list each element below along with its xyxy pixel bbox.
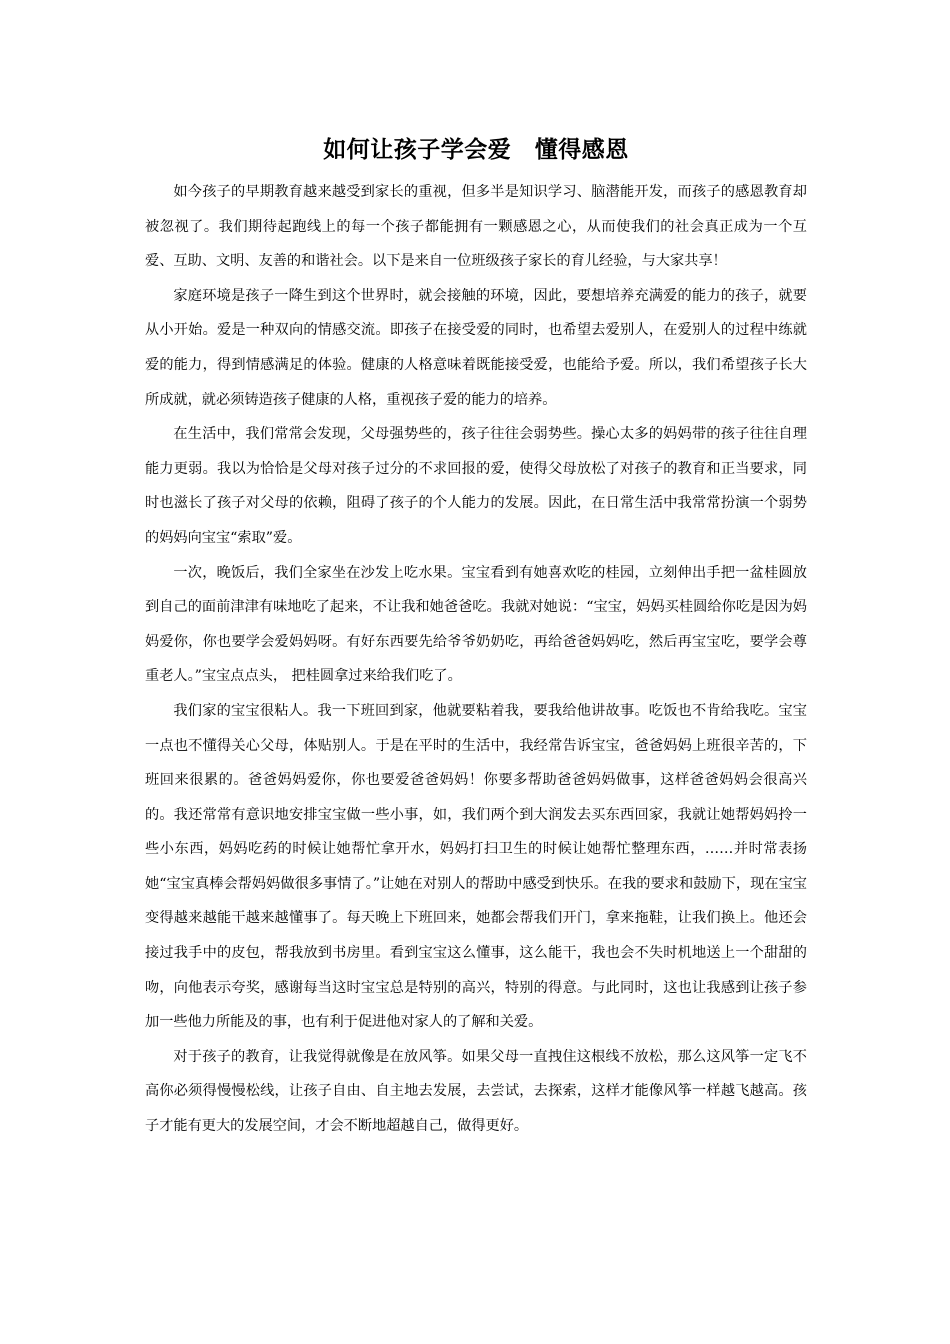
document-title: 如何让孩子学会爱 懂得感恩 xyxy=(323,137,629,163)
document-page xyxy=(145,126,807,1144)
paragraph-5: 我们家的宝宝很粘人。我一下班回到家，他就要粘着我，要我给他讲故事。吃饭也不肯给我吃。宝宝一点也不懂得关心父母，体贴别人。于是在平时的生活中，我经常告诉宝宝，爸爸妈妈上班很辛苦的，下班回来很累的。爸爸妈妈爱你，你也要爱爸爸妈妈！你要多帮助爸爸妈妈做事，这样爸爸妈妈会很高兴的。我还常常有意识地安排宝宝做一些小事，如，我们两个到大润发去买东西回家，我就让她帮妈妈拎一些小东西，妈妈吃药的时候让她帮忙拿开水，妈妈打扫卫生的时候让她帮忙整理东西，……并时常表扬她“宝宝真棒会帮妈妈做很多事情了。”让她在对别人的帮助中感受到快乐。在我的要求和鼓励下，现在宝宝变得越来越能干越来越懂事了。每天晚上下班回来，她都会帮我们开门，拿来拖鞋，让我们换上。他还会接过我手中的皮包，帮我放到书房里。看到宝宝这么懂事，这么能干，我也会不失时机地送上一个甜甜的吻，向他表示夸奖，感谢每当这时宝宝总是特别的高兴，特别的得意。与此同时，这也让我感到让孩子参加一些他力所能及的事，也有利于促进他对家人的了解和关爱。 xyxy=(145,702,807,1031)
paragraph-3: 在生活中，我们常常会发现，父母强势些的，孩子往往会弱势些。操心太多的妈妈带的孩子往往自理能力更弱。我以为恰恰是父母对孩子过分的不求回报的爱，使得父母放松了对孩子的教育和正当要求，同时也滋长了孩子对父母的依赖，阻碍了孩子的个人能力的发展。因此，在日常生活中我常常扮演一个弱势的妈妈向宝宝“索取”爱。 xyxy=(145,426,807,546)
paragraph-1: 如今孩子的早期教育越来越受到家长的重视，但多半是知识学习、脑潜能开发，而孩子的感恩教育却被忽视了。我们期待起跑线上的每一个孩子都能拥有一颗感恩之心，从而使我们的社会真正成为一个互爱、互助、文明、友善的和谐社会。以下是来自一位班级孩子家长的育儿经验，与大家共享！ xyxy=(145,184,807,270)
paragraph-4: 一次，晚饭后，我们全家坐在沙发上吃水果。宝宝看到有她喜欢吃的桂园，立刻伸出手把一盆桂圆放到自己的面前津津有味地吃了起来，不让我和她爸爸吃。我就对她说：“宝宝，妈妈买桂圆给你吃是因为妈妈爱你，你也要学会爱妈妈呀。有好东西要先给爷爷奶奶吃，再给爸爸妈妈吃，然后再宝宝吃，要学会尊重老人。”宝宝点点头， 把桂圆拿过来给我们吃了。 xyxy=(145,564,807,685)
paragraph-6: 对于孩子的教育，让我觉得就像是在放风筝。如果父母一直拽住这根线不放松，那么这风筝一定飞不高你必须得慢慢松线，让孩子自由、自主地去发展，去尝试，去探索，这样才能像风筝一样越飞越高。孩子才能有更大的发展空间，才会不断地超越自己，做得更好。 xyxy=(145,1048,807,1135)
paragraph-2: 家庭环境是孩子一降生到这个世界时，就会接触的环境，因此，要想培养充满爱的能力的孩子，就要从小开始。爱是一种双向的情感交流。即孩子在接受爱的同时，也希望去爱别人，在爱别人的过程中练就爱的能力，得到情感满足的体验。健康的人格意味着既能接受爱，也能给予爱。所以，我们希望孩子长大所成就，就必须铸造孩子健康的人格，重视孩子爱的能力的培养。 xyxy=(145,287,807,408)
